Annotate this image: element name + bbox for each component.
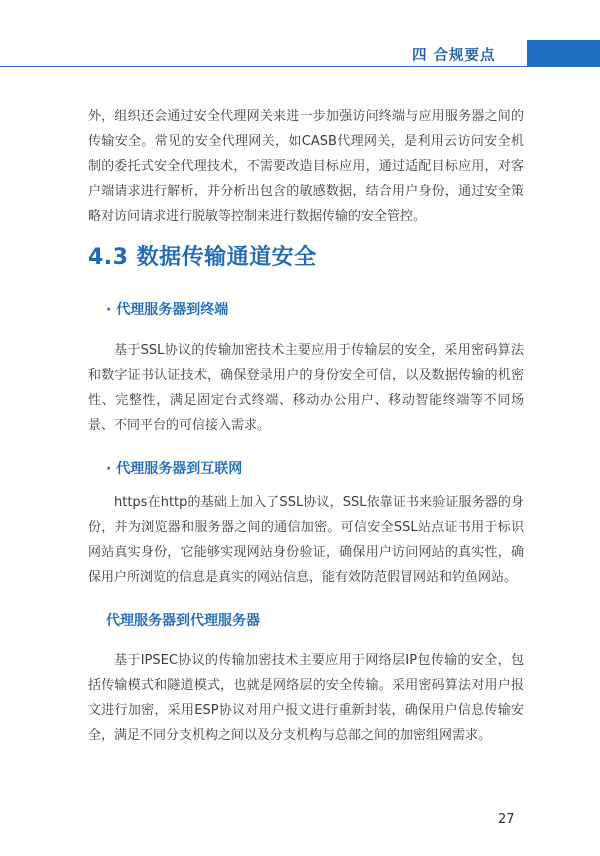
subsection-body-terminal: 基于SSL协议的传输加密技术主要应用于传输层的安全，采用密码算法和数字证书认证技术，确保登录用户的身份安全可信，以及数据传输的机密性、完整性，满足固定台式终端、移动办公用户、移动智能终端等不同场景、不同平台的可信接入需求。 bbox=[88, 343, 524, 433]
page-number: 27 bbox=[498, 812, 515, 827]
chapter-title: 四 合规要点 bbox=[412, 48, 496, 64]
subsection-body-proxy: 基于IPSEC协议的传输加密技术主要应用于网络层IP包传输的安全，包括传输模式和隧道模式，也就是网络层的安全传输。采用密码算法对用户报文进行加密，采用ESP协议对用户报文进行重新封装，确保用户信息传输安全，满足不同分支机构之间以及分支机构与总部之间的加密组网需求。 bbox=[88, 653, 524, 743]
section-title: 4.3 数据传输通道安全 bbox=[88, 245, 317, 270]
intro-paragraph: 外，组织还会通过安全代理网关来进一步加强访问终端与应用服务器之间的传输安全。常见的安全代理网关，如CASB代理网关，是利用云访问安全机制的委托式安全代理技术，不需要改造目标应用，通过适配目标应用，对客户端请求进行解析，并分析出包含的敏感数据，结合用户身份，通过安全策略对访问请求进行脱敏等控制来进行数据传输的安全管控。 bbox=[88, 109, 524, 224]
subsection-body-internet: https在http的基础上加入了SSL协议，SSL依靠证书来验证服务器的身份，并为浏览器和服务器之间的通信加密。可信安全SSL站点证书用于标识网站真实身份，它能够实现网站身份验证，确保用户访问网站的真实性，确保用户所浏览的信息是真实的网站信息，能有效防范假冒网站和钓鱼网站。 bbox=[88, 495, 524, 585]
header-divider bbox=[0, 66, 600, 67]
subsection-title-terminal: · 代理服务器到终端 bbox=[106, 302, 229, 318]
subsection-title-proxy: 代理服务器到代理服务器 bbox=[106, 613, 260, 629]
subsection-title-internet: · 代理服务器到互联网 bbox=[106, 461, 243, 477]
header-accent-bar bbox=[527, 40, 600, 67]
